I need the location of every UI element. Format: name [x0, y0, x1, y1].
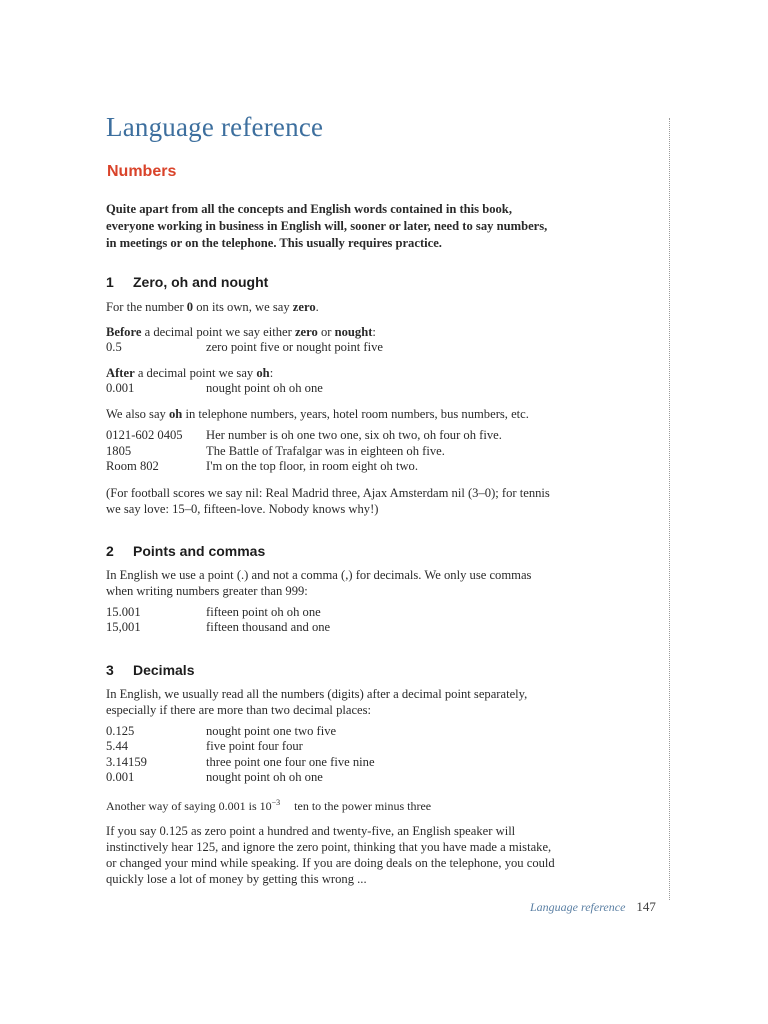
example-number: 15,001: [106, 620, 141, 634]
example-number: 1805: [106, 443, 132, 458]
example-row: [106, 620, 556, 636]
example-number: 0.125: [106, 723, 135, 738]
page-number: 147: [636, 899, 656, 914]
example-text: nought point one two five: [206, 723, 337, 738]
section-1-heading: [106, 274, 556, 290]
example-text: Her number is oh one two one, six oh two, oh four oh five.: [206, 428, 502, 442]
example-text: I'm on the top floor, in room eight oh two.: [206, 459, 418, 473]
example-text: five point four four: [206, 739, 303, 753]
paragraph: After a decimal point we say oh:: [106, 365, 274, 380]
power-of-ten-line: Another way of saying 0.001 is $10^{-3}$ ten to the power minus three: [106, 797, 432, 813]
example-number: 5.44: [106, 739, 129, 753]
example-row: [106, 459, 556, 475]
section-heading-text: Decimals: [133, 661, 195, 678]
example-table: [106, 724, 556, 786]
example-table: [106, 605, 556, 636]
section-heading-text: Zero, oh and nought: [133, 274, 269, 290]
paragraph: In English we use a point (.) and not a comma (,) for decimals. We only use commas when writing numbers greater than 999:: [106, 567, 532, 598]
section-2-heading: [106, 543, 556, 559]
section-number: 2: [106, 542, 114, 559]
example-text: fifteen thousand and one: [206, 620, 331, 634]
example-number: 3.14159: [106, 754, 147, 769]
example-text: fifteen point oh oh one: [206, 604, 321, 619]
example-number: Room 802: [106, 459, 159, 473]
section-number: 1: [106, 274, 114, 290]
example-table: [106, 428, 556, 475]
example-row: [106, 605, 556, 621]
example-text: zero point five or nought point five: [206, 340, 383, 354]
example-table: [106, 340, 556, 356]
example-number: 0121-602 0405: [106, 428, 183, 442]
example-row: [106, 770, 556, 786]
paragraph: We also say oh in telephone numbers, years, hotel room numbers, bus numbers, etc.: [106, 407, 529, 421]
page-content: [106, 112, 556, 887]
example-row: [106, 381, 556, 397]
example-number: 0.001: [106, 380, 135, 395]
page-title: Language reference: [106, 112, 324, 142]
running-head: Language reference: [530, 900, 626, 914]
section-3-heading: [106, 662, 556, 678]
paragraph: In English, we usually read all the numbers (digits) after a decimal point separately, especially if there are more than two decimal places:: [106, 686, 528, 717]
page-footer: [530, 899, 656, 915]
example-text: three point one four one five nine: [206, 754, 375, 769]
example-number: 0.5: [106, 340, 122, 354]
example-row: [106, 428, 556, 444]
note-paragraph: (For football scores we say nil: Real Madrid three, Ajax Amsterdam nil (3–0); for tennis we say love: 15–0, fifteen-love. Nobody knows why!): [106, 485, 550, 516]
example-number: 15.001: [106, 604, 141, 619]
example-number: 0.001: [106, 770, 135, 784]
example-row: [106, 724, 556, 740]
example-text: The Battle of Trafalgar was in eighteen oh five.: [206, 443, 445, 458]
margin-dotted-rule: [669, 118, 670, 900]
example-text: nought point oh oh one: [206, 770, 323, 784]
example-table: [106, 381, 556, 397]
example-row: [106, 739, 556, 755]
paragraph: For the number 0 on its own, we say zero.: [106, 300, 319, 314]
paragraph: Before a decimal point we say either zero or nought:: [106, 325, 376, 339]
paragraph: If you say 0.125 as zero point a hundred and twenty-five, an English speaker will instinctively hear 125, and ignore the zero point, thinking that you have made a mistake, or changed your mind while speaking. If you are doing deals on the telephone, you could quickly lose a lot of money by getting this wrong ...: [106, 823, 555, 886]
section-number: 3: [106, 661, 114, 678]
example-row: [106, 340, 556, 356]
section-heading-text: Points and commas: [133, 542, 266, 559]
example-row: [106, 444, 556, 460]
intro-paragraph: Quite apart from all the concepts and English words contained in this book, everyone working in business in English will, sooner or later, need to say numbers, in meetings or on the telephone. This usually requires practice.: [106, 202, 548, 250]
section-title: Numbers: [107, 163, 177, 180]
example-row: [106, 755, 556, 771]
example-text: nought point oh oh one: [206, 380, 323, 395]
